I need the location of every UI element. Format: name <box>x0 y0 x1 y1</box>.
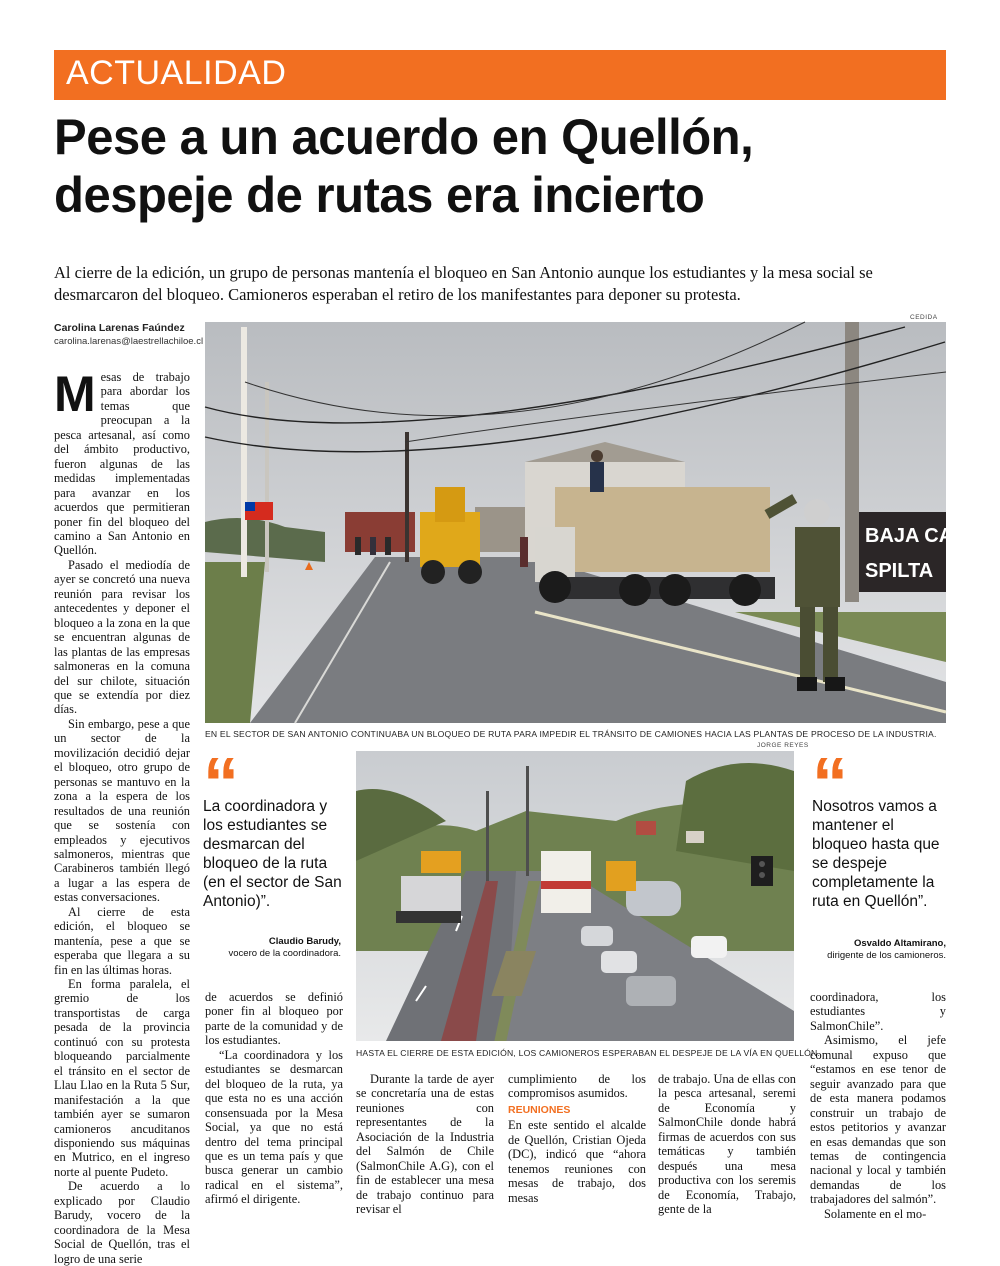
headline-line-1: Pese a un acuerdo en Quellón, <box>54 109 754 165</box>
svg-text:SPILTA: SPILTA <box>865 560 934 582</box>
quote2-mark: “ <box>812 744 848 824</box>
col6-paragraph-2: Asimismo, el jefe comunal expuso que “estamos en ese tenor de seguir avanzado para que de esta manera podamos construir un trabajo de estos petitorios y avanzar en esas demandas que son temas de contingencia nacional y local y también demandas de los trabajadores del salmón”. <box>810 1033 946 1207</box>
photo1-credit: CEDIDA <box>910 314 938 321</box>
lede: Al cierre de la edición, un grupo de personas mantenía el bloqueo en San Antonio aunque los estudiantes y la mesa social se desmarcaron del bloqueo. Camioneros esperaban el retiro de los manifestantes para deponer su protesta. <box>54 263 873 304</box>
col4-paragraph-1: cumplimiento de los compromisos asumidos. <box>508 1072 646 1101</box>
col1-paragraph-2: Pasado el mediodía de ayer se concretó una nueva reunión para revisar los antecedentes y deponer el bloqueo a la zona en la que se encuentran algunas de las plantas de las empresas salmoneras en la comuna del sur chilote, situación que se extendía por diez días. <box>54 557 190 717</box>
body-column-6 <box>810 990 946 1221</box>
col1-paragraph-6: De acuerdo a lo explicado por Claudio Barudy, vocero de la coordinadora de la Mesa Social de Quellón, tras el logro de una serie <box>54 1179 190 1266</box>
photo1-caption: EN EL SECTOR DE SAN ANTONIO CONTINUABA UN BLOQUEO DE RUTA PARA IMPEDIR EL TRÁNSITO DE CAMIONES HACIA LAS PLANTAS DE PROCESO DE LA INDUSTRIA. <box>205 729 937 739</box>
headline-line-2: despeje de rutas era incierto <box>54 167 705 223</box>
body-column-3 <box>356 1072 494 1217</box>
col2-paragraph-2: “La coordinadora y los estudiantes se desmarcan del bloqueo de la ruta, ya que esta no es una acción consensuada por la Mesa Social, ya que no está dentro del tema principal que es un tema país y que busca generar un cambio radical en el sistema”, afirmó el dirigente. <box>205 1047 343 1207</box>
photo2-credit: JORGE REYES <box>757 742 809 749</box>
body-column-4 <box>508 1072 646 1205</box>
section-banner <box>54 50 946 100</box>
byline-name: Carolina Larenas Faúndez <box>54 322 185 334</box>
headline <box>54 108 936 224</box>
quote2-text: Nosotros vamos a mantener el bloqueo hasta que se despeje completamente la ruta en Quellón”. <box>812 798 940 910</box>
col3-paragraph-1: Durante la tarde de ayer se concretaría una de estas reuniones con representantes de la Asociación de la Industria del Salmón de Chile (SalmonChile A.G), con el fin de establecer una mesa de trabajo continuo para revisar el <box>356 1072 494 1217</box>
dropcap: M <box>54 366 96 422</box>
col1-paragraph-4: Al cierre de esta edición, el bloqueo se mantenía, pese a que se esperaba que llegara a su fin en las últimas horas. <box>54 904 190 977</box>
byline-email: carolina.larenas@laestrellachiloe.cl <box>54 336 204 347</box>
banner-sign-text: BAJA CAM <box>865 525 970 547</box>
col6-paragraph-3: Solamente en el mo- <box>824 1206 927 1221</box>
section-label: ACTUALIDAD <box>66 54 287 92</box>
col2-paragraph-1: de acuerdos se definió poner fin al bloqueo por parte de la comunidad y de los estudiantes. <box>205 990 343 1048</box>
subhead-reuniones: REUNIONES <box>508 1103 571 1116</box>
col1-paragraph-3: Sin embargo, pese a que un sector de la movilización decidió dejar el bloqueo, otro grupo de personas se mantuvo en la zona a la espera de los resultados de una reunión que se sostenía con empleados y ejecutivos salmoneros, mientras que Carabineros también llegó a lugar a las espera de estas conversaciones. <box>54 716 190 905</box>
quote2-role: dirigente de los camioneros. <box>827 950 946 961</box>
quote1-mark: “ <box>203 744 239 824</box>
photo-truck-queue <box>356 751 794 1041</box>
quote2-author: Osvaldo Altamirano, <box>853 938 946 949</box>
body-column-5 <box>658 1072 796 1217</box>
body-column-2 <box>205 990 343 1207</box>
col5-paragraph-1: de trabajo. Una de ellas con la pesca artesanal, seremi de Economía y SalmonChile donde habrá firmas de acuerdos con sus temáticas y también después una mesa productiva con los seremis de Economía, Trabajo, gente de la <box>658 1072 796 1217</box>
photo2-caption: HASTA EL CIERRE DE ESTA EDICIÓN, LOS CAMIONEROS ESPERABAN EL DESPEJE DE LA VÍA EN QUELLÓN. <box>356 1048 821 1058</box>
quote1-text: La coordinadora y los estudiantes se desmarcan del bloqueo de la ruta (en el sector de San Antonio)”. <box>203 798 342 910</box>
col4-paragraph-2: En este sentido el alcalde de Quellón, Cristian Ojeda (DC), indicó que “ahora tenemos reuniones con mesas de trabajo, dos mesas <box>508 1118 646 1205</box>
col1-paragraph-5: En forma paralela, el gremio de los transportistas de carga pesada de la provincia continuó con su protesta bloqueando parcialmente el tránsito en el sector de Llau Llao en la Ruta 5 Sur, manifestación a la que también ayer se sumaron camioneros ancuditanos disponiendo sus máquinas en Mutrico, en el ingreso norte al puente Pudeto. <box>54 977 190 1179</box>
col1-paragraph-1: esas de trabajo para abordar los temas que preocupan a la pesca artesanal, así como del ámbito productivo, fueron algunas de las medidas implementadas para avanzar en los acuerdos que permitieran poner fin del bloqueo del camino a San Antonio en Quellón. <box>54 370 190 558</box>
body-column-1 <box>54 366 190 1266</box>
photo-road-blockade <box>205 322 970 723</box>
quote1-role: vocero de la coordinadora. <box>228 948 341 959</box>
col6-paragraph-1: coordinadora, los estudiantes y SalmonChile”. <box>810 990 946 1033</box>
quote1-author: Claudio Barudy, <box>268 936 341 947</box>
